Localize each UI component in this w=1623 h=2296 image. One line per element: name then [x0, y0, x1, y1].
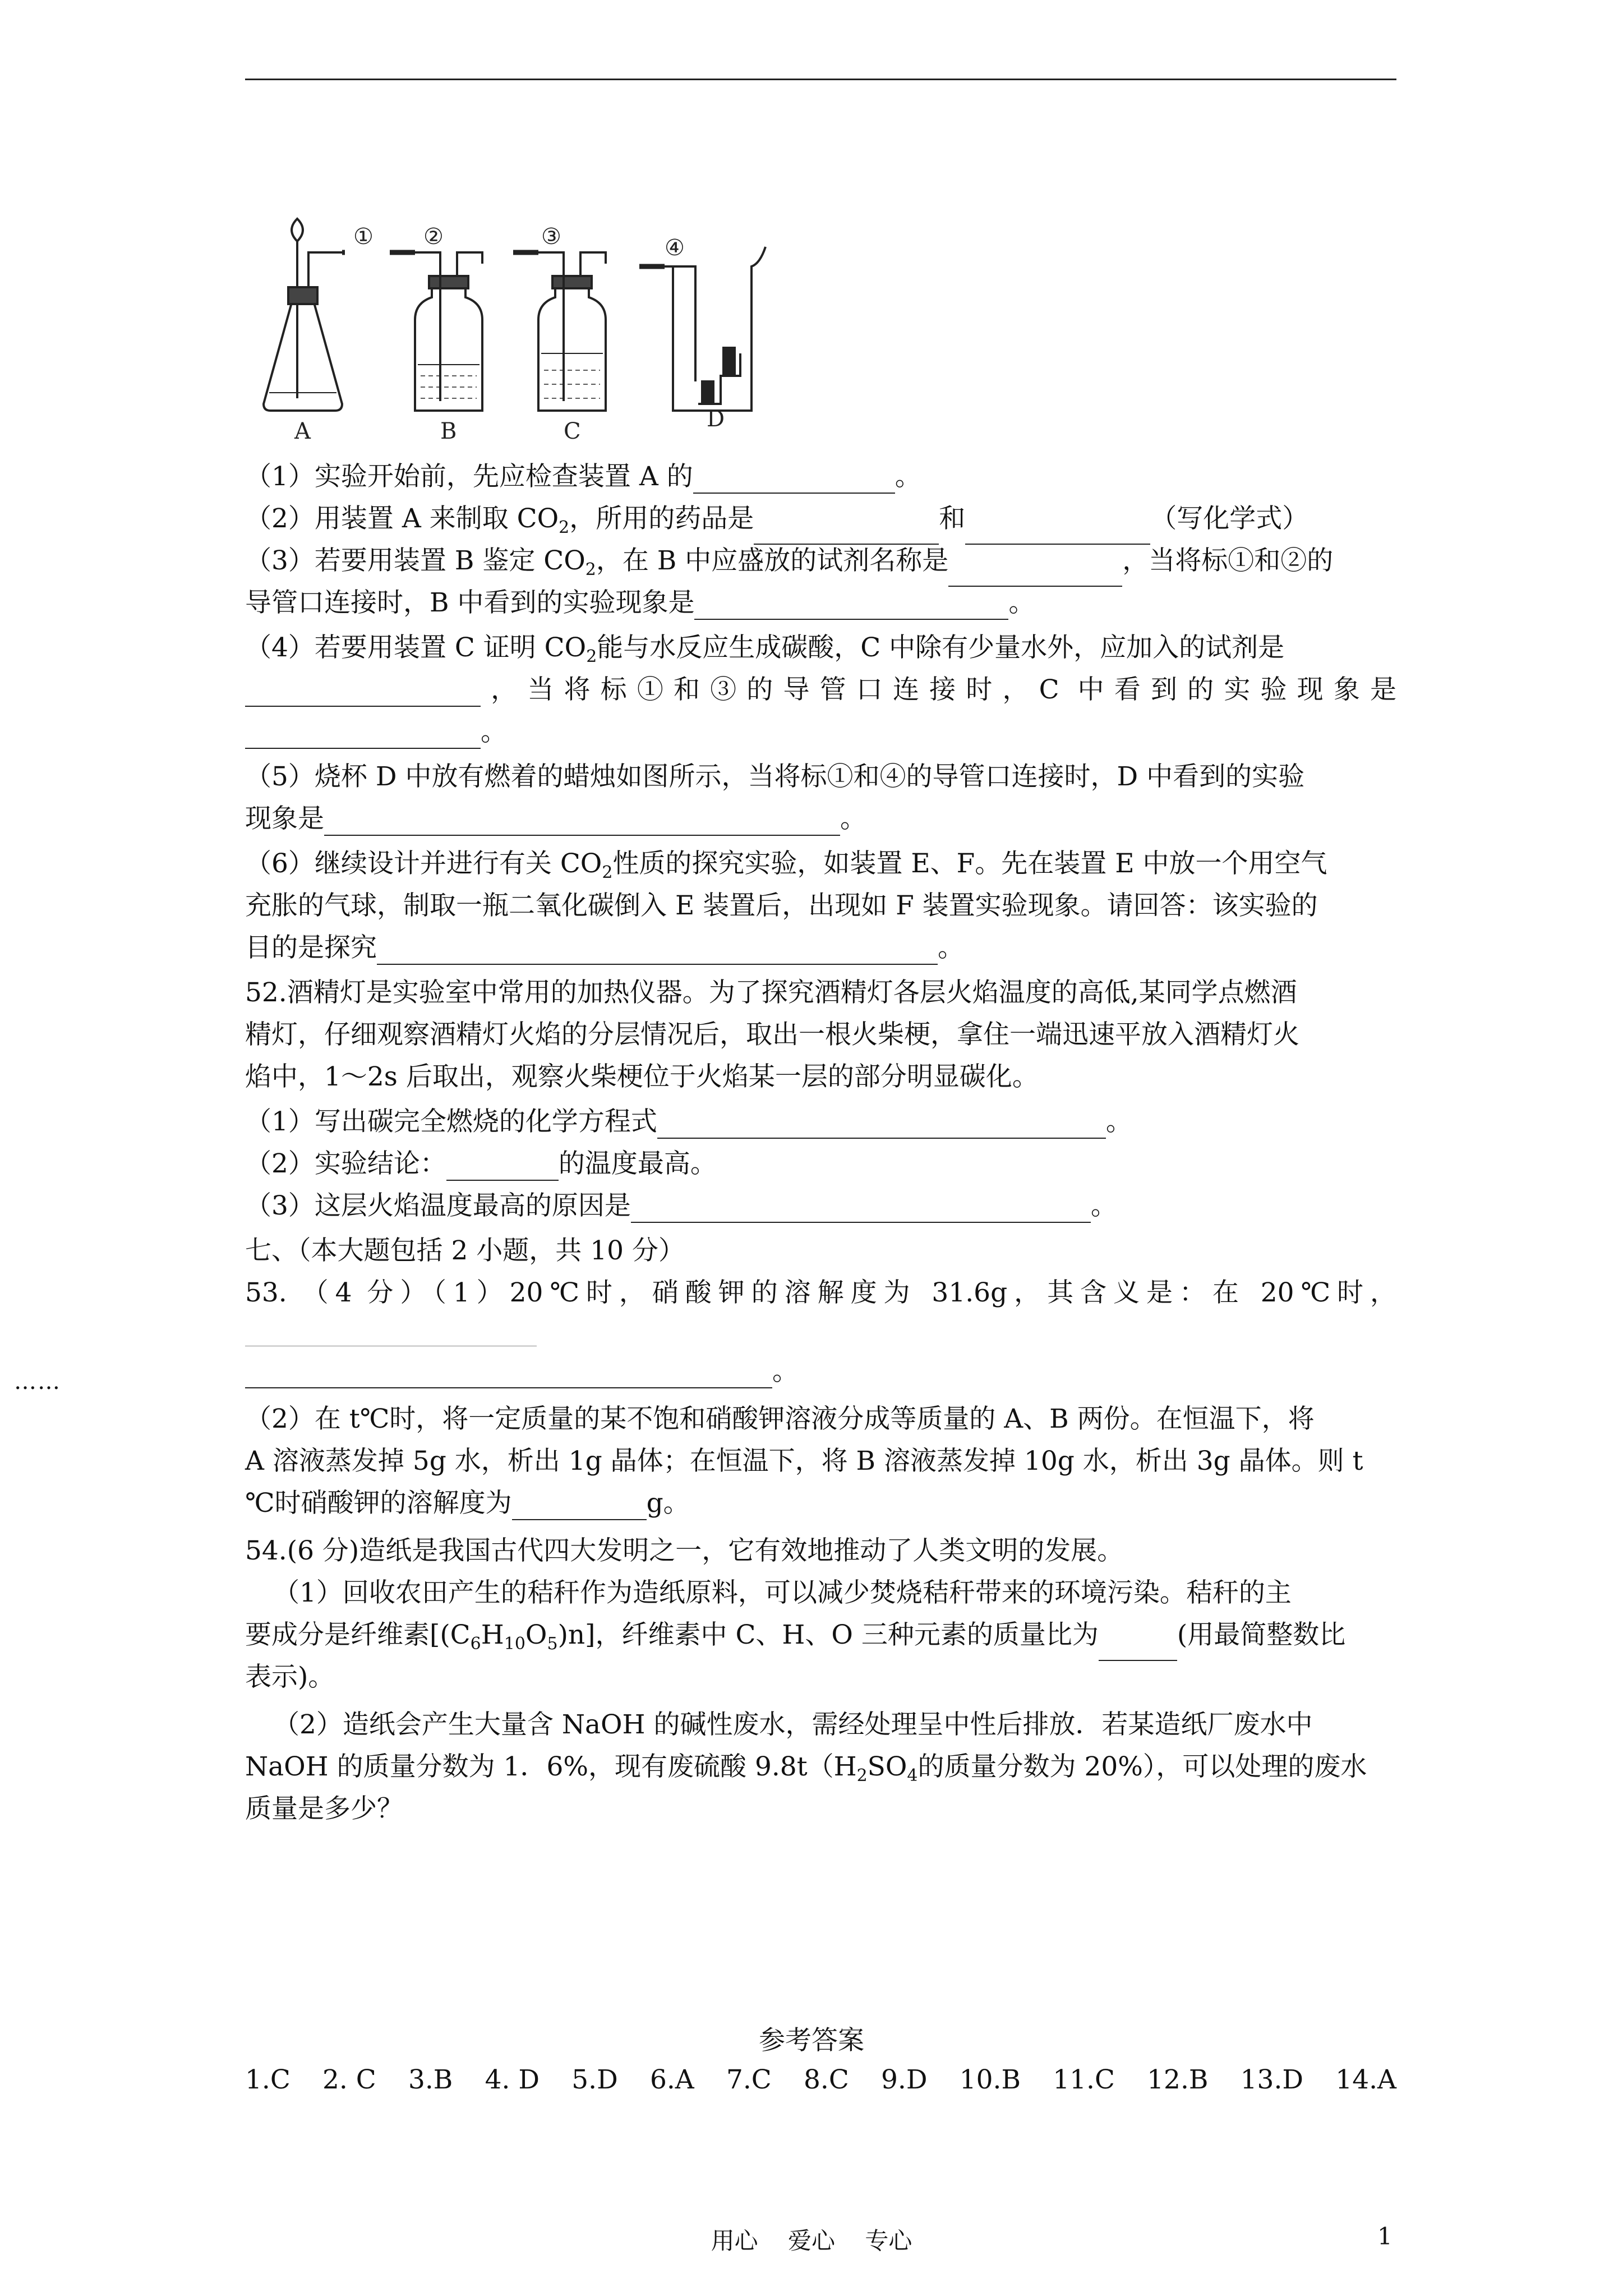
- q51-p5-blank: [324, 808, 840, 836]
- answer-item: 1.C: [245, 2064, 291, 2095]
- q51-p6-end: 。: [938, 932, 964, 963]
- q54-p1-text-2e: (用最简整数比: [1177, 1619, 1346, 1650]
- q51-p2-blank2: [965, 517, 1150, 545]
- page-footer: 用心 爱心 专心: [711, 2227, 912, 2254]
- q54-part1-l1: [245, 1576, 1424, 1610]
- q53-line3-end: 。: [772, 1356, 799, 1387]
- q53-p2-text-2: A 溶液蒸发掉 5g 水，析出 1g 晶体；在恒温下，将 B 溶液蒸发掉 10g 水，析出 3g 晶体。则 t: [245, 1446, 1363, 1476]
- q54-p2-sub-1: 2: [856, 1766, 868, 1786]
- q54-part2-l3: [245, 1792, 1396, 1826]
- q54-p1-blank: [1099, 1633, 1177, 1661]
- section-7-text: 七、（本大题包括 2 小题，共 10 分）: [245, 1235, 685, 1266]
- answer-item: 7.C: [726, 2064, 772, 2095]
- apparatus-figure: [247, 213, 847, 443]
- q53-p2-text-3: ℃时硝酸钾的溶解度为: [245, 1488, 512, 1519]
- q54-p1-sub-3: 5: [547, 1634, 558, 1654]
- q54-p2-text-2b: SO: [867, 1751, 907, 1782]
- answer-item: 12.B: [1147, 2064, 1209, 2095]
- q53-part2-l2: [245, 1444, 1396, 1478]
- q51-part6-l2: [245, 889, 1396, 923]
- q54-text-1: 54.(6 分)造纸是我国古代四大发明之一，它有效地推动了人类文明的发展。: [245, 1535, 1124, 1566]
- answer-item: 2. C: [322, 2064, 376, 2095]
- q52-p1-text: （1）写出碳完全燃烧的化学方程式: [245, 1106, 657, 1137]
- q52-line1: [245, 976, 1396, 1010]
- apparatus-c-label: C: [564, 418, 581, 443]
- q52-p2-blank: [446, 1153, 559, 1181]
- q52-text-2: 精灯，仔细观察酒精灯火焰的分层情况后，取出一根火柴梗，拿住一端迅速平放入酒精灯火: [245, 1019, 1299, 1050]
- q51-p3-sub: 2: [585, 560, 596, 579]
- q54-p1-text-2c: O: [525, 1619, 547, 1650]
- q51-p3-blank1: [948, 559, 1122, 587]
- q52-part2: [245, 1147, 1396, 1181]
- q54-part2-l1: [245, 1708, 1424, 1742]
- q52-line2: [245, 1018, 1396, 1052]
- q51-p3-text2: ，在 B 中应盛放的试剂名称是: [596, 545, 949, 576]
- q51-p1-text: （1）实验开始前，先应检查装置 A 的: [245, 461, 693, 492]
- q51-part4-l2: [245, 673, 1396, 707]
- answers-row: [245, 2064, 1396, 2095]
- q51-part1: [245, 460, 1396, 494]
- q51-p6-text3: 充胀的气球，制取一瓶二氧化碳倒入 E 装置后，出现如 F 装置实验现象。请回答：该实验的: [245, 890, 1318, 921]
- answer-item: 11.C: [1053, 2064, 1115, 2095]
- q52-text-1: 52.酒精灯是实验室中常用的加热仪器。为了探究酒精灯各层火焰温度的高低,某同学点燃酒: [245, 977, 1297, 1008]
- q51-p5-end: 。: [840, 803, 866, 834]
- q52-p3-end: 。: [1090, 1190, 1117, 1221]
- q54-p1-text-1: （1）回收农田产生的秸秆作为造纸原料，可以减少焚烧秸秆带来的环境污染。秸秆的主: [273, 1577, 1292, 1608]
- answer-item: 4. D: [485, 2064, 540, 2095]
- q51-p4-sub: 2: [586, 647, 597, 666]
- q51-p6-blank: [377, 937, 938, 965]
- q51-p4-text: （4）若要用装置 C 证明 CO: [245, 632, 587, 663]
- q51-p4-end: 。: [481, 716, 507, 747]
- q51-p2-blank1: [754, 517, 939, 545]
- q54-p1-text-2a: 要成分是纤维素[(C: [245, 1619, 471, 1650]
- q51-part5-l2: [245, 802, 1396, 836]
- flask-a: [264, 303, 342, 411]
- answer-item: 6.A: [649, 2064, 694, 2095]
- q51-p3-text: （3）若要用装置 B 鉴定 CO: [245, 545, 585, 576]
- q52-line3: [245, 1060, 1396, 1094]
- q51-p1-end: 。: [895, 461, 921, 492]
- section-7-heading: [245, 1234, 1396, 1268]
- q51-p5-text2: 现象是: [245, 803, 324, 834]
- q54-p2-text-3: 质量是多少？: [245, 1793, 403, 1824]
- q51-part4-l3: [245, 715, 1396, 749]
- q53-line3: [245, 1355, 1396, 1388]
- q54-line1: [245, 1534, 1396, 1568]
- q51-p4-blank2: [245, 721, 481, 749]
- q52-p1-blank: [657, 1111, 1106, 1139]
- q54-p1-text-2b: H: [481, 1619, 504, 1650]
- q54-part2-l2: [245, 1750, 1396, 1793]
- q53-p2-text-1: （2）在 t℃时，将一定质量的某不饱和硝酸钾溶液分成等质量的 A、B 两份。在恒温下，将: [245, 1404, 1315, 1434]
- apparatus-drawing: [247, 213, 847, 443]
- q54-p2-sub-2: 4: [907, 1766, 918, 1786]
- q51-part5-l1: [245, 760, 1396, 794]
- q51-p6-text2: 性质的探究实验，如装置 E、F。先在装置 E 中放一个用空气: [612, 848, 1327, 879]
- q51-p5-text: （5）烧杯 D 中放有燃着的蜡烛如图所示，当将标①和④的导管口连接时，D 中看到的实验: [245, 761, 1305, 792]
- q53-text-1: 53. （4 分）（1）20℃时，硝酸钾的溶解度为 31.6g，其含义是：在 20℃时，: [245, 1277, 1396, 1308]
- label-1: ①: [353, 224, 374, 250]
- q54-part1-l3: [245, 1660, 1396, 1694]
- q51-p4-text3: ，当将标①和③的导管口连接时，C 中看到的实验现象是: [481, 674, 1396, 705]
- q51-p4-blank1: [245, 679, 481, 707]
- q54-p1-text-3: 表示)。: [245, 1662, 335, 1692]
- q53-blank1: [245, 1319, 537, 1346]
- q51-part6-l3: [245, 931, 1396, 965]
- q51-part2: [245, 502, 1396, 545]
- apparatus-d-label: D: [707, 406, 725, 432]
- q52-p3-text: （3）这层火焰温度最高的原因是: [245, 1190, 631, 1221]
- q51-p3-blank2: [694, 592, 1008, 620]
- header-rule: [245, 79, 1396, 80]
- q51-p2-sub: 2: [559, 518, 570, 537]
- q52-p1-end: 。: [1105, 1106, 1132, 1137]
- q53-p2-end: g。: [646, 1488, 690, 1519]
- q54-p2-text-2c: 的质量分数为 20%），可以处理的废水: [917, 1751, 1367, 1782]
- q51-p3-text3: ，当将标①和②的: [1122, 545, 1334, 576]
- answer-item: 14.A: [1335, 2064, 1396, 2095]
- q53-part2-l1: [245, 1402, 1396, 1436]
- q54-p2-text-1: （2）造纸会产生大量含 NaOH 的碱性废水，需经处理呈中性后排放．若某造纸厂废水中: [273, 1709, 1313, 1740]
- q53-blank2: [245, 1360, 772, 1388]
- answer-item: 8.C: [803, 2064, 849, 2095]
- q53-part2-l3: [245, 1487, 1396, 1520]
- q51-p2-text2: ，所用的药品是: [569, 503, 754, 534]
- q53-line1: [245, 1276, 1396, 1310]
- label-2: ②: [423, 224, 444, 250]
- answer-item: 9.D: [881, 2064, 928, 2095]
- q51-part3-l1: [245, 544, 1396, 587]
- answer-item: 5.D: [571, 2064, 618, 2095]
- q51-p6-sub: 2: [602, 863, 613, 882]
- q51-p2-note: （写化学式）: [1150, 503, 1309, 534]
- q52-p2-end: 的温度最高。: [558, 1148, 717, 1179]
- q54-p2-text-2a: NaOH 的质量分数为 1．6%，现有废硫酸 9.8t（H: [245, 1751, 857, 1782]
- q53-p2-blank: [512, 1492, 647, 1520]
- q51-p2-and: 和: [939, 503, 966, 534]
- q51-p3-end: 。: [1008, 587, 1035, 618]
- margin-dots: ……: [14, 1369, 61, 1395]
- q52-part1: [245, 1105, 1396, 1139]
- q52-part3: [245, 1189, 1396, 1223]
- apparatus-a-label: A: [294, 418, 311, 443]
- q51-part3-l2: [245, 586, 1396, 620]
- q51-p4-text2: 能与水反应生成碳酸，C 中除有少量水外，应加入的试剂是: [597, 632, 1285, 663]
- q51-part4-l1: [245, 631, 1396, 674]
- q52-text-3: 焰中，1～2s 后取出，观察火柴梗位于火焰某一层的部分明显碳化。: [245, 1061, 1039, 1092]
- answers-title: 参考答案: [759, 2025, 864, 2056]
- page-number: 1: [1377, 2223, 1393, 2250]
- q51-p6-text: （6）继续设计并进行有关 CO: [245, 848, 602, 879]
- q51-p2-text: （2）用装置 A 来制取 CO: [245, 503, 559, 534]
- q54-part1-l2: [245, 1618, 1396, 1661]
- q51-p1-blank: [693, 466, 895, 494]
- q54-p1-sub-2: 10: [504, 1634, 525, 1654]
- q51-p6-text4: 目的是探究: [245, 932, 377, 963]
- answer-item: 10.B: [959, 2064, 1021, 2095]
- q52-p2-text: （2）实验结论：: [245, 1148, 446, 1179]
- q51-part6-l1: [245, 847, 1396, 890]
- q53-line2: [245, 1313, 1396, 1346]
- label-4: ④: [665, 235, 685, 261]
- apparatus-b-label: B: [440, 418, 457, 443]
- label-3: ③: [541, 224, 561, 250]
- q51-p3-text4: 导管口连接时，B 中看到的实验现象是: [245, 587, 695, 618]
- answer-item: 3.B: [408, 2064, 453, 2095]
- q54-p1-text-2d: )n]，纤维素中 C、H、O 三种元素的质量比为: [557, 1619, 1099, 1650]
- q54-p1-sub-1: 6: [470, 1634, 481, 1654]
- answer-item: 13.D: [1240, 2064, 1304, 2095]
- q52-p3-blank: [631, 1195, 1091, 1223]
